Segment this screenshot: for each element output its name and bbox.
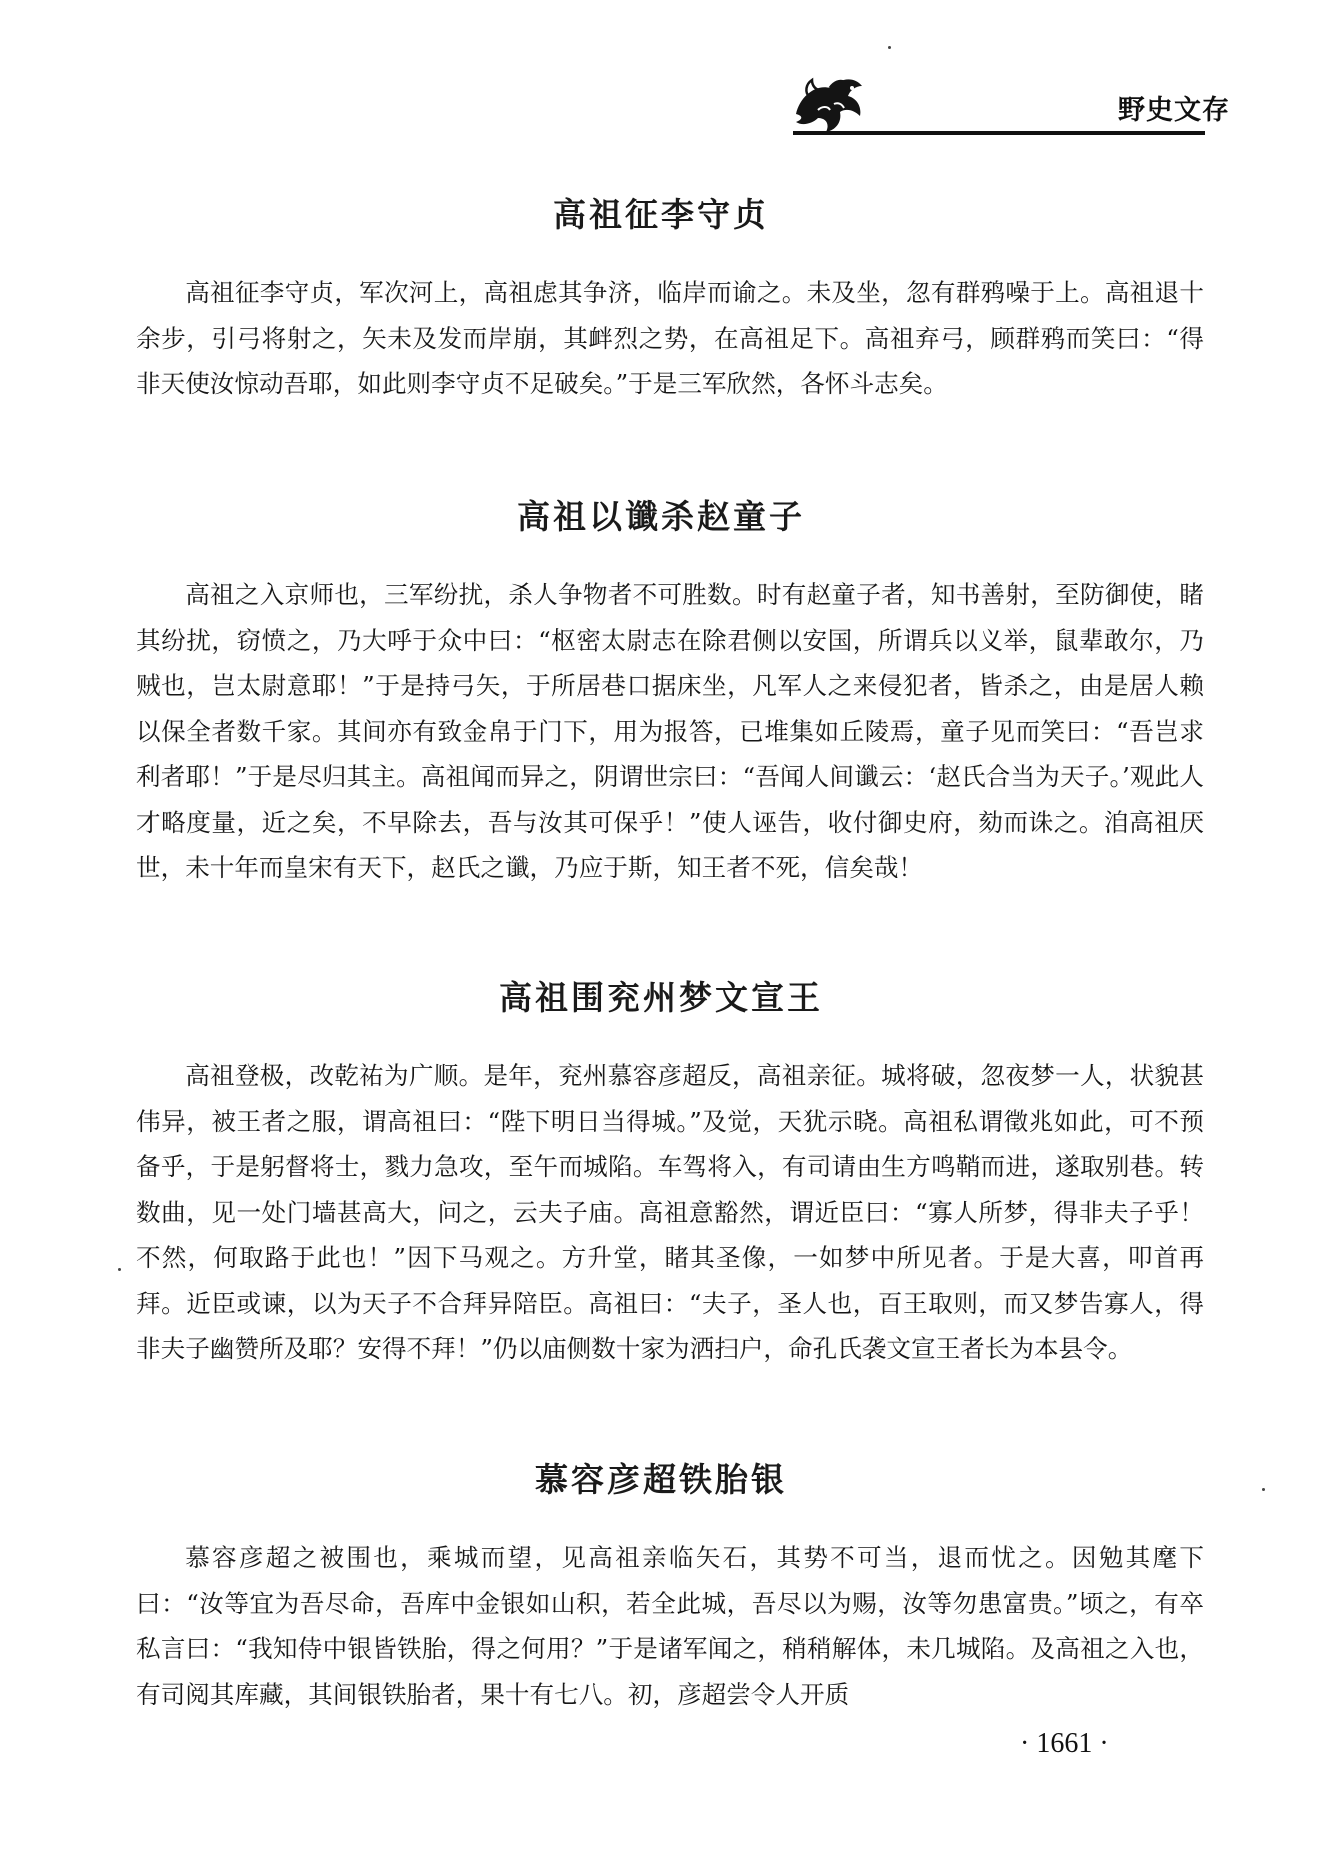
section-title-4: 慕容彦超铁胎银 [535,1460,787,1499]
section-title-1: 高祖征李守贞 [553,195,769,234]
page-number: · 1661 · [1020,1728,1109,1759]
scan-speck [888,46,891,49]
header-title: 野史文存 [1118,95,1230,126]
section-title-3: 高祖围兖州梦文宣王 [499,978,823,1017]
section-body-1: 高祖征李守贞，军次河上，高祖虑其争济，临岸而谕之。未及坐，忽有群鸦噪于上。高祖退十余步，引弓将射之，矢未及发而岸崩，其衅烈之势，在高祖足下。高祖弃弓，顾群鸦而笑曰：“得非天使汝惊动吾耶，如此则李守贞不足破矣。”于是三军欣然，各怀斗志矣。 [136,278,1204,398]
section-body-4: 慕容彦超之被围也，乘城而望，见高祖亲临矢石，其势不可当，退而忧之。因勉其麾下曰：“汝等宜为吾尽命，吾库中金银如山积，若全此城，吾尽以为赐，汝等勿患富贵。”顷之，有卒私言曰：“我知侍中银皆铁胎，得之何用？”于是诸军闻之，稍稍解体，未几城陷。及高祖之入也，有司阅其库藏，其间银铁胎者，果十有七八。初，彦超尝令人开质 [136,1543,1204,1709]
section-title-2: 高祖以谶杀赵童子 [517,497,805,536]
header-rule [793,131,1205,135]
dragon-emblem-icon [790,68,870,138]
section-body-2: 高祖之入京师也，三军纷扰，杀人争物者不可胜数。时有赵童子者，知书善射，至防御使，睹其纷扰，窃愤之，乃大呼于众中曰：“枢密太尉志在除君侧以安国，所谓兵以义举，鼠辈敢尔，乃贼也，岂太尉意耶！”于是持弓矢，于所居巷口据床坐，凡军人之来侵犯者，皆杀之，由是居人赖以保全者数千家。其间亦有致金帛于门下，用为报答，已堆集如丘陵焉，童子见而笑曰：“吾岂求利者耶！”于是尽归其主。高祖闻而异之，阴谓世宗曰：“吾闻人间谶云：‘赵氏合当为天子。’观此人才略度量，近之矣，不早除去，吾与汝其可保乎！”使人诬告，收付御史府，劾而诛之。洎高祖厌世，未十年而皇宋有天下，赵氏之谶，乃应于斯，知王者不死，信矣哉！ [136,580,1204,882]
scan-speck [118,1268,121,1271]
section-body-3: 高祖登极，改乾祐为广顺。是年，兖州慕容彦超反，高祖亲征。城将破，忽夜梦一人，状貌甚伟异，被王者之服，谓高祖曰：“陛下明日当得城。”及觉，天犹示晓。高祖私谓徵兆如此，可不预备乎，于是躬督将士，戮力急攻，至午而城陷。车驾将入，有司请由生方鸣鞘而进，遂取别巷。转数曲，见一处门墙甚高大，问之，云夫子庙。高祖意豁然，谓近臣曰：“寡人所梦，得非夫子乎！不然，何取路于此也！”因下马观之。方升堂，睹其圣像，一如梦中所见者。于是大喜，叩首再拜。近臣或谏，以为天子不合拜异陪臣。高祖曰：“夫子，圣人也，百王取则，而又梦告寡人，得非夫子幽赞所及耶？安得不拜！”仍以庙侧数十家为洒扫户，命孔氏袭文宣王者长为本县令。 [136,1061,1204,1363]
scan-speck [1262,1488,1265,1491]
